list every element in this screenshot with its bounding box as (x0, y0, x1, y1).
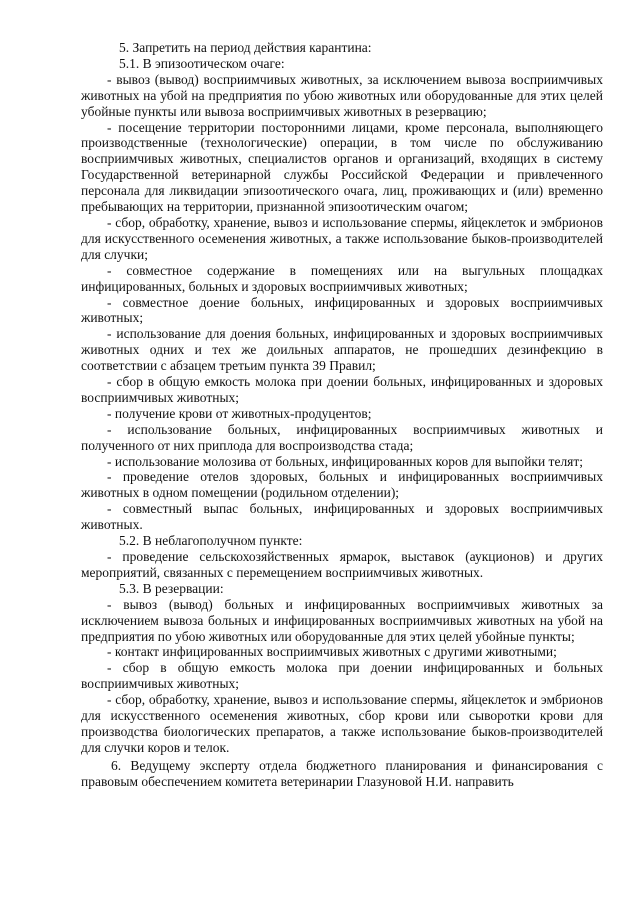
ban-item-reproduction: - использование больных, инфицированных восприимчивых животных и полученного от них приплода для воспроизводства стада; (81, 421, 603, 453)
reservation-item-sperm-blood: - сбор, обработку, хранение, вывоз и использование спермы, яйцеклеток и эмбрионов для искусственного осеменения животных, сбор крови или сыворотки крови для производства биологических препаратов, а также использование быков-производителей для случки коров и телок. (81, 692, 603, 755)
ban-item-territory-visits: - посещение территории посторонними лицами, кроме персонала, выполняющего производственные (технологические) операции, в том числе по обслуживанию восприимчивых животных, специалистов органов и организаций, входящих в систему Государственной ветеринарной службы Российской Федерации и привлеченного персонала для ликвидации эпизоотического очага, лиц, проживающих и (или) временно пребывающих на территории, признанной эпизоотическим очагом; (81, 119, 603, 215)
ban-item-calving: - проведение отелов здоровых, больных и инфицированных восприимчивых животных в одном помещении (родильном отделении); (81, 469, 603, 501)
section-5-1-heading: 5.1. В эпизоотическом очаге: (119, 55, 285, 71)
ban-item-milking-equipment: - использование для доения больных, инфицированных и здоровых восприимчивых животных одних и тех же доильных аппаратов, не прошедших дезинфекцию в соответствии с абзацем третьим пункта 39 Правил; (81, 326, 603, 374)
section-6-paragraph: 6. Ведущему эксперту отдела бюджетного планирования и финансирования с правовым обеспечением комитета ветеринарии Глазуновой Н.И. направить (81, 757, 603, 789)
ban-item-joint-keeping: - совместное содержание в помещениях или на выгульных площадках инфицированных, больных и здоровых восприимчивых животных; (81, 262, 603, 294)
ban-item-sperm-embryos: - сбор, обработку, хранение, вывоз и использование спермы, яйцеклеток и эмбрионов для искусственного осеменения животных, а также использование быков-производителей для случки; (81, 214, 603, 262)
ban-item-joint-grazing: - совместный выпас больных, инфицированных и здоровых восприимчивых животных. (81, 501, 603, 533)
ban-item-blood-collection: - получение крови от животных-продуцентов; (107, 405, 372, 421)
reservation-item-removal: - вывоз (вывод) больных и инфицированных восприимчивых животных за исключением вывоза больных и инфицированных восприимчивых животных на убой на предприятия по убою животных или оборудованные для этих целей убойные пункты; (81, 596, 603, 644)
ban-item-removal-animals: - вывоз (вывод) восприимчивых животных, за исключением вывоза восприимчивых животных на убой на предприятия по убою животных или оборудованные для этих целей убойные пункты или вывоза восприимчивых животных в резервацию; (81, 71, 603, 119)
section-5-3-heading: 5.3. В резервации: (119, 580, 224, 596)
section-5-2-heading: 5.2. В неблагополучном пункте: (119, 533, 303, 549)
ban-item-colostrum: - использование молозива от больных, инфицированных коров для выпойки телят; (107, 453, 584, 469)
ban-item-joint-milking: - совместное доение больных, инфицированных и здоровых восприимчивых животных; (81, 294, 603, 326)
reservation-item-contact: - контакт инфицированных восприимчивых животных с другими животными; (107, 644, 557, 660)
ban-item-fairs: - проведение сельскохозяйственных ярмарок, выставок (аукционов) и других мероприятий, связанных с перемещением восприимчивых животных. (81, 549, 603, 580)
ban-item-milk-collection: - сбор в общую емкость молока при доении больных, инфицированных и здоровых восприимчивых животных; (81, 374, 603, 405)
quarantine-ban-heading: 5. Запретить на период действия карантина: (119, 40, 372, 55)
reservation-item-milk-collection: - сбор в общую емкость молока при доении инфицированных и больных восприимчивых животных; (81, 660, 603, 692)
